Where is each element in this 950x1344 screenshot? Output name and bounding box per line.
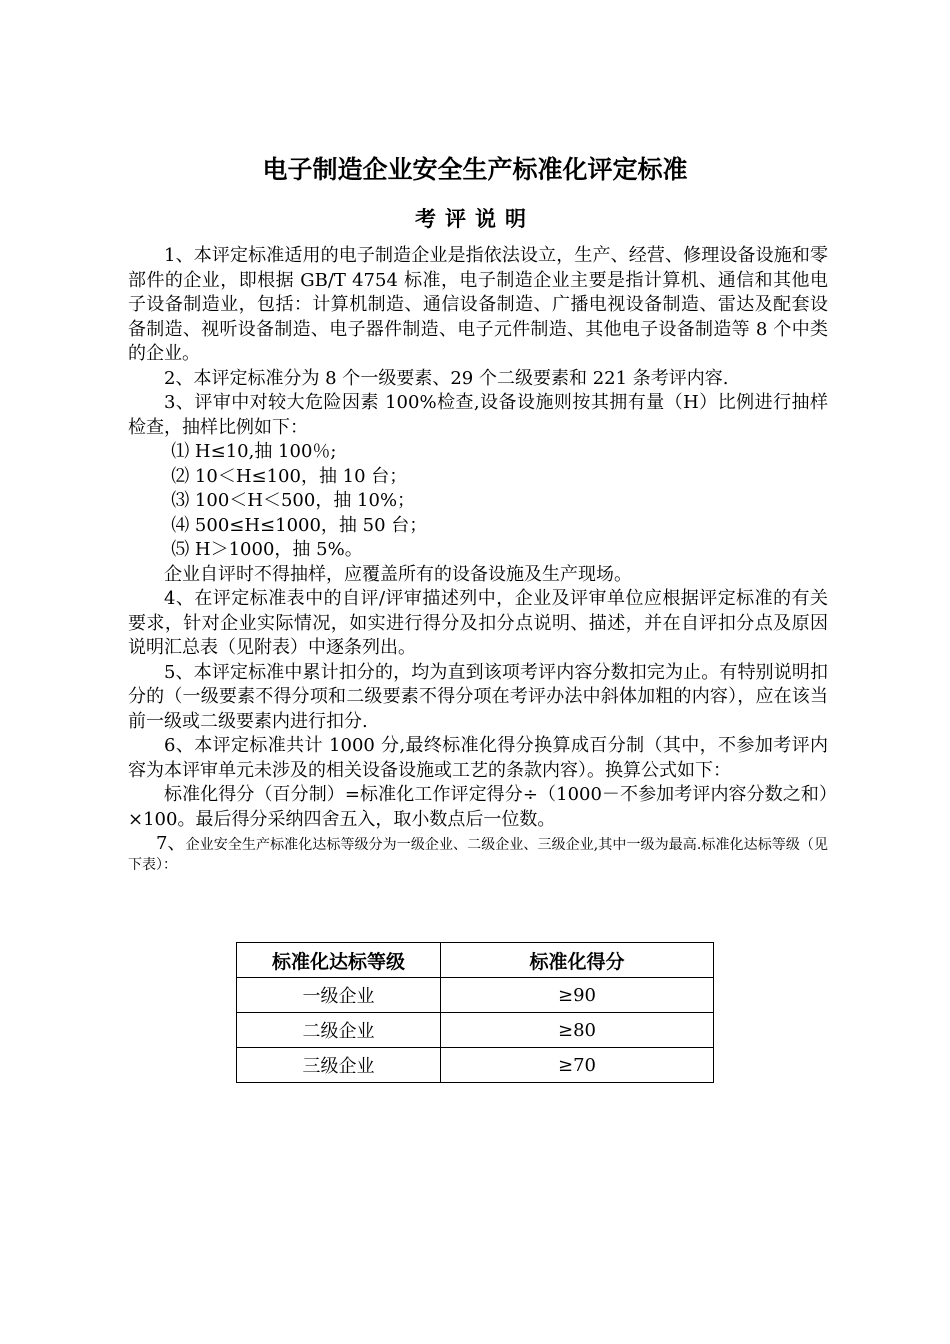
table-row	[237, 978, 714, 1013]
paragraph-6: 6、本评定标准共计 1000 分,最终标准化得分换算成百分制（其中，不参加考评内容为本评审单元未涉及的相关设备设施或工艺的条款内容）。换算公式如下：	[128, 735, 828, 781]
table-header-row	[237, 943, 714, 978]
sampling-item: ⑷ 500≤H≤1000，抽 50 台；	[171, 514, 428, 536]
table-header-score: 标准化得分	[441, 943, 714, 978]
paragraph-3: 3、评审中对较大危险因素 100%检查,设备设施则按其拥有量（H）比例进行抽样检查，抽样比例如下：	[128, 392, 828, 438]
paragraph-5: 5、本评定标准中累计扣分的，均为直到该项考评内容分数扣完为止。有特别说明扣分的（一级要素不得分项和二级要素不得分项在考评办法中斜体加粗的内容），应在该当前一级或二级要素内进行扣分.	[128, 661, 828, 732]
grade-table	[236, 942, 714, 1083]
paragraph-formula: 标准化得分（百分制）=标准化工作评定得分÷（1000－不参加考评内容分数之和）×100。最后得分采纳四舍五入，取小数点后一位数。	[128, 784, 828, 830]
section-subtitle: 考评说明	[415, 207, 535, 231]
sampling-item: ⑵ 10＜H≤100，抽 10 台；	[171, 465, 408, 487]
paragraph-4: 4、在评定标准表中的自评/评审描述列中，企业及评审单位应根据评定标准的有关要求，针对企业实际情况，如实进行得分及扣分点说明、描述，并在自评扣分点及原因说明汇总表（见附表）中逐条列出。	[128, 588, 828, 658]
paragraph-7-lead: 7、	[156, 833, 186, 854]
paragraph-1: 1、本评定标准适用的电子制造企业是指依法设立，生产、经营、修理设备设施和零部件的企业，即根据 GB/T 4754 标准，电子制造企业主要是指计算机、通信和其他电子设备制造业，包括：计算机制造、通信设备制造、广播电视设备制造、雷达及配套设备制造、视听设备制造、电子器件制造、电子元件制造、其他电子设备制造等 8 个中类的企业。	[128, 245, 828, 364]
sampling-item: ⑴ H≤10,抽 100％;	[171, 441, 337, 462]
sampling-item: ⑸ H＞1000，抽 5%。	[171, 539, 363, 560]
table-cell-score: ≥80	[441, 1013, 714, 1048]
paragraph-7	[128, 834, 828, 875]
table-row	[237, 1048, 714, 1083]
page-title: 电子制造企业安全生产标准化评定标准	[262, 155, 688, 184]
table-cell-grade: 二级企业	[237, 1013, 441, 1048]
paragraph-2: 2、本评定标准分为 8 个一级要素、29 个二级要素和 221 条考评内容.	[164, 367, 729, 389]
body-text	[128, 244, 828, 875]
table-cell-score: ≥70	[441, 1048, 714, 1083]
paragraph-7-text: 企业安全生产标准化达标等级分为一级企业、二级企业、三级企业,其中一级为最高.标准化达标等级（见下表）：	[128, 837, 828, 873]
paragraph-self-eval: 企业自评时不得抽样，应覆盖所有的设备设施及生产现场。	[164, 563, 632, 585]
table-cell-score: ≥90	[441, 978, 714, 1013]
sampling-item: ⑶ 100＜H＜500，抽 10%；	[171, 490, 416, 511]
table-row	[237, 1013, 714, 1048]
table-cell-grade: 一级企业	[237, 978, 441, 1013]
table-cell-grade: 三级企业	[237, 1048, 441, 1083]
table-header-grade: 标准化达标等级	[237, 943, 441, 978]
